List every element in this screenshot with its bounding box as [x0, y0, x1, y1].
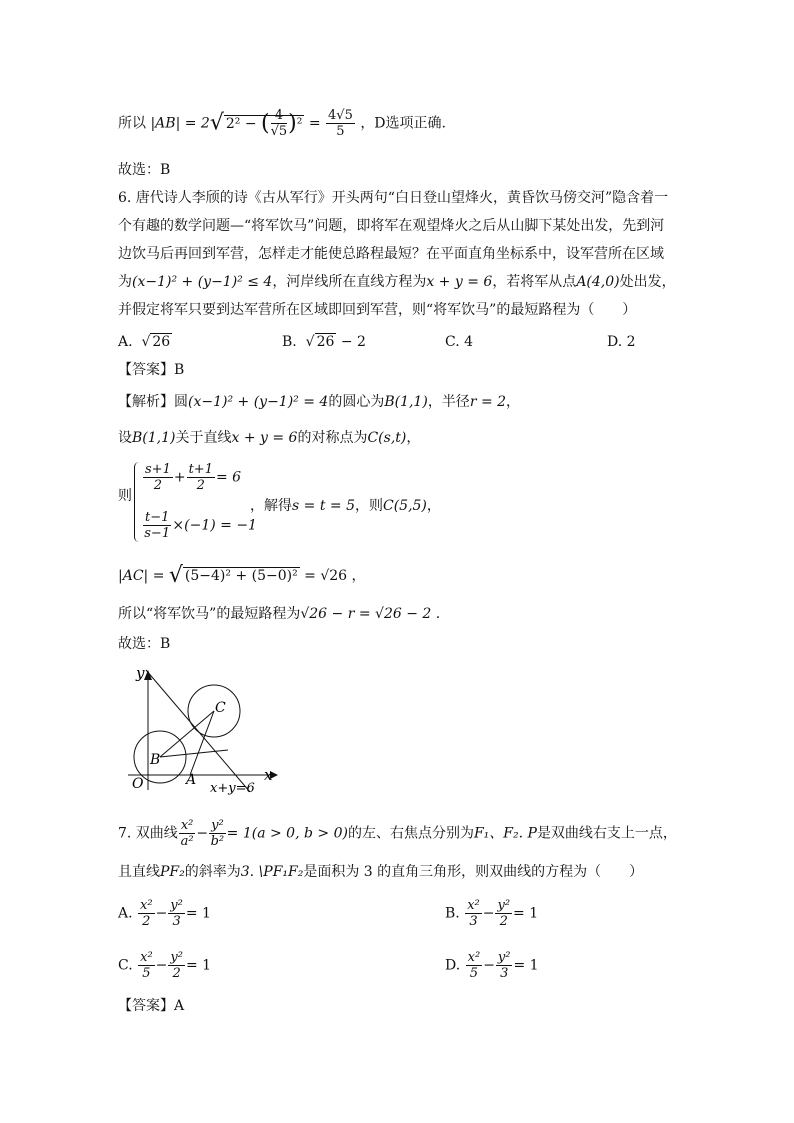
analysis-line-2: 设B(1,1)关于直线x + y = 6的对称点为C(s,t)，: [118, 430, 421, 446]
equation-system: 则: [118, 488, 132, 504]
river-line: x + y = 6: [426, 274, 493, 290]
ab-length-line: 所以 |AB| = 2√ 2² − ( $\frac{4}{√5}$ )² = $\frac{4√5}{5}$ ，D选项正确.: [118, 108, 446, 139]
q6-option-c: C. 4: [445, 334, 474, 350]
q6-line-1: 6. 唐代诗人李颀的诗《古从军行》开头两句“白日登山望烽火，黄昏饮马傍交河”隐含着一: [118, 190, 669, 206]
answer-5: 故选：B: [118, 162, 171, 178]
point-a: A(4,0): [576, 274, 620, 290]
label-line: x+y=6: [210, 781, 255, 796]
label-y: y: [136, 664, 145, 682]
solve-text: ，解得s = t = 5，则C(5,5)，: [250, 498, 441, 514]
q6-option-d: D. 2: [607, 334, 636, 350]
q6-option-a: A. √ 26: [118, 334, 171, 350]
q6-option-b: B. √ 26 − 2: [282, 334, 366, 350]
geometry-figure: [118, 660, 288, 800]
label-a: A: [186, 772, 197, 788]
q6-line-2: 个有趣的数学问题—“将军饮马”问题，即将军在观望烽火之后从山脚下某处出发，先到河: [118, 218, 665, 234]
ab-eq: =: [308, 115, 321, 132]
q7-line-1: 7. 双曲线 $\frac{\text{x²}}{\text{a²}}$ − $\frac{\text{y²}}{\text{b²}}$ = 1(a > 0, b > 0)的左、右焦点分别为F₁、F₂. P是双曲线右支上一点，: [118, 818, 677, 849]
q6-line-3: 边饮马后再回到军营，怎样走才能使总路程最短？在平面直角坐标系中，设军营所在区域: [118, 246, 664, 262]
q7-option-a: A. $\frac{\text{x²}}{2}$ − $\frac{\text{y²}}{3}$ = 1: [118, 898, 211, 929]
answer-7-label: 【答案】A: [118, 998, 185, 1014]
label-x: x: [264, 766, 273, 784]
label-c: C: [215, 700, 226, 716]
system-brace: [134, 462, 139, 542]
label-b: B: [150, 752, 161, 768]
analysis-line-1: 【解析】圆(x−1)² + (y−1)² = 4的圆心为B(1,1)，半径r = 2，: [118, 394, 521, 410]
q6-line-4: 为(x−1)² + (y−1)² ≤ 4，河岸线所在直线方程为x + y = 6，若将军从点A(4,0)处出发，: [118, 274, 676, 290]
answer-6-label: 【答案】B: [118, 362, 185, 378]
answer-6: 故选：B: [118, 636, 171, 652]
q7-option-b: B. $\frac{\text{x²}}{3}$ − $\frac{\text{y²}}{2}$ = 1: [445, 898, 539, 929]
circle-region: (x−1)² + (y−1)² ≤ 4: [132, 274, 273, 290]
q7-option-c: C. $\frac{\text{x²}}{5}$ − $\frac{\text{y²}}{2}$ = 1: [118, 950, 212, 981]
label-o: O: [132, 776, 144, 792]
ab-lhs: |AB| = 2: [150, 115, 210, 132]
ac-distance: |AC| = √ (5−4)² + (5−0)² = √26 ，: [118, 563, 366, 588]
eq-perpendicular: $\frac{t-1}{s-1}$ ×(−1) = −1: [144, 510, 257, 541]
ab-suffix: ，D选项正确.: [360, 115, 446, 132]
shortest-path: 所以“将军饮马”的最短路程为√26 − r = √26 − 2 .: [118, 606, 441, 622]
q7-line-2: 且直线PF₂的斜率为3. \PF₁F₂是面积为 3 的直角三角形，则双曲线的方程为（ ）: [118, 864, 644, 880]
q7-option-d: D. $\frac{\text{x²}}{5}$ − $\frac{\text{y²}}{3}$ = 1: [445, 950, 539, 981]
ab-radicand: 2² − ( $\frac{4}{√5}$ )²: [225, 108, 303, 139]
ab-prefix: 所以: [118, 115, 146, 132]
eq-midpoint: $\frac{s+1}{2}$ + $\frac{t+1}{2}$ = 6: [145, 462, 242, 493]
q6-line-5: 并假定将军只要到达军营所在区域即回到军营，则“将军饮马”的最短路程为（ ）: [118, 302, 637, 318]
ab-result: $\frac{4√5}{5}$: [328, 108, 353, 139]
